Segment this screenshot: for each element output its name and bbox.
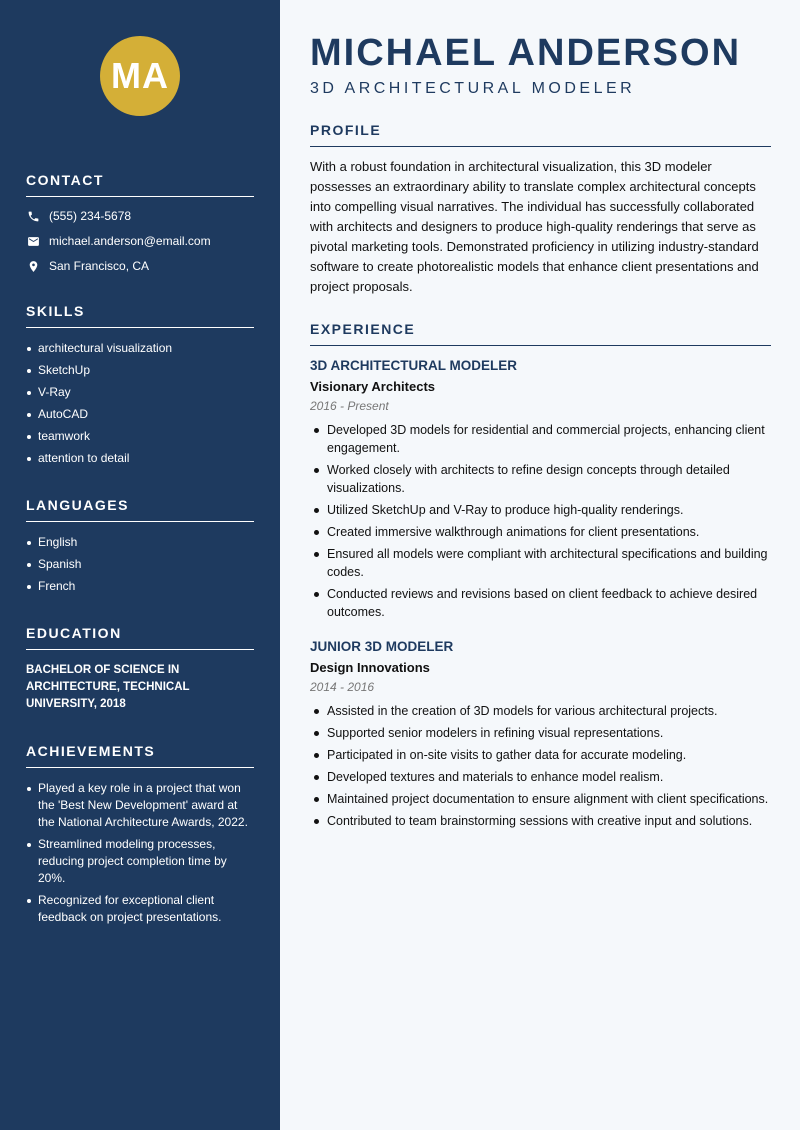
skill-item: teamwork bbox=[26, 428, 254, 445]
job-bullet: Utilized SketchUp and V-Ray to produce high-quality renderings. bbox=[310, 501, 771, 519]
location-text: San Francisco, CA bbox=[49, 259, 150, 273]
contact-heading: CONTACT bbox=[26, 172, 254, 197]
skills-list bbox=[26, 340, 254, 467]
job-bullets bbox=[310, 702, 771, 830]
education-section bbox=[26, 625, 254, 713]
job-bullet: Worked closely with architects to refine design concepts through detailed visualizations. bbox=[310, 461, 771, 497]
main-content bbox=[280, 0, 800, 1130]
email-text: michael.anderson@email.com bbox=[49, 234, 211, 248]
map-pin-icon bbox=[26, 259, 40, 273]
profile-text: With a robust foundation in architectural visualization, this 3D modeler possesses an extraordinary ability to translate complex architectural concepts into compelling visual narratives. The individual has successfully collaborated with architects and designers to produce high-quality renderings that serve as pivotal marketing tools. Demonstrated proficiency in utilizing industry-standard software to create photorealistic models that enhance client presentations and project proposals. bbox=[310, 159, 759, 294]
achievements-section bbox=[26, 743, 254, 926]
education-heading: EDUCATION bbox=[26, 625, 254, 650]
skills-heading: SKILLS bbox=[26, 303, 254, 328]
job-bullet: Conducted reviews and revisions based on client feedback to achieve desired outcomes. bbox=[310, 585, 771, 621]
job-bullets bbox=[310, 421, 771, 621]
achievement-item: Streamlined modeling processes, reducing project completion time by 20%. bbox=[26, 836, 254, 887]
phone-text: (555) 234-5678 bbox=[49, 209, 132, 223]
job-bullet: Ensured all models were compliant with architectural specifications and building codes. bbox=[310, 545, 771, 581]
skill-item: SketchUp bbox=[26, 362, 254, 379]
phone-icon bbox=[26, 209, 40, 223]
avatar bbox=[100, 36, 180, 116]
skills-section bbox=[26, 303, 254, 467]
languages-heading: LANGUAGES bbox=[26, 497, 254, 522]
profile-heading: PROFILE bbox=[310, 122, 771, 147]
language-item: French bbox=[26, 578, 254, 595]
job-entry bbox=[310, 639, 771, 830]
skill-item: V-Ray bbox=[26, 384, 254, 401]
contact-email bbox=[26, 234, 254, 248]
profile-section bbox=[310, 122, 771, 297]
languages-section bbox=[26, 497, 254, 595]
job-bullet: Created immersive walkthrough animations for client presentations. bbox=[310, 523, 771, 541]
education-degree: BACHELOR OF SCIENCE IN ARCHITECTURE, TECHNICAL UNIVERSITY, 2018 bbox=[26, 664, 190, 710]
achievement-item: Played a key role in a project that won the 'Best New Development' award at the National Architecture Awards, 2022. bbox=[26, 780, 254, 831]
job-entry bbox=[310, 358, 771, 621]
job-bullet: Contributed to team brainstorming sessions with creative input and solutions. bbox=[310, 812, 771, 830]
job-company: Design Innovations bbox=[310, 660, 430, 675]
candidate-title: 3D ARCHITECTURAL MODELER bbox=[310, 80, 636, 97]
contact-location bbox=[26, 259, 254, 273]
job-bullet: Maintained project documentation to ensure alignment with client specifications. bbox=[310, 790, 771, 808]
skill-item: attention to detail bbox=[26, 450, 254, 467]
envelope-icon bbox=[26, 234, 40, 248]
skill-item: architectural visualization bbox=[26, 340, 254, 357]
sidebar bbox=[0, 0, 280, 1130]
job-dates: 2016 - Present bbox=[310, 399, 389, 413]
contact-phone bbox=[26, 209, 254, 223]
languages-list bbox=[26, 534, 254, 595]
experience-section bbox=[310, 321, 771, 830]
job-company: Visionary Architects bbox=[310, 379, 435, 394]
achievements-heading: ACHIEVEMENTS bbox=[26, 743, 254, 768]
contact-section bbox=[26, 172, 254, 273]
candidate-name: MICHAEL ANDERSON bbox=[310, 32, 742, 74]
achievements-list bbox=[26, 780, 254, 926]
skill-item: AutoCAD bbox=[26, 406, 254, 423]
job-title: 3D ARCHITECTURAL MODELER bbox=[310, 358, 518, 373]
avatar-initials: MA bbox=[111, 55, 169, 96]
language-item: Spanish bbox=[26, 556, 254, 573]
job-bullet: Developed 3D models for residential and commercial projects, enhancing client engagement. bbox=[310, 421, 771, 457]
job-dates: 2014 - 2016 bbox=[310, 680, 375, 694]
job-bullet: Participated in on-site visits to gather data for accurate modeling. bbox=[310, 746, 771, 764]
achievement-item: Recognized for exceptional client feedback on project presentations. bbox=[26, 892, 254, 926]
language-item: English bbox=[26, 534, 254, 551]
experience-heading: EXPERIENCE bbox=[310, 321, 771, 346]
job-bullet: Supported senior modelers in refining visual representations. bbox=[310, 724, 771, 742]
job-bullet: Assisted in the creation of 3D models for various architectural projects. bbox=[310, 702, 771, 720]
job-bullet: Developed textures and materials to enhance model realism. bbox=[310, 768, 771, 786]
job-title: JUNIOR 3D MODELER bbox=[310, 639, 454, 654]
